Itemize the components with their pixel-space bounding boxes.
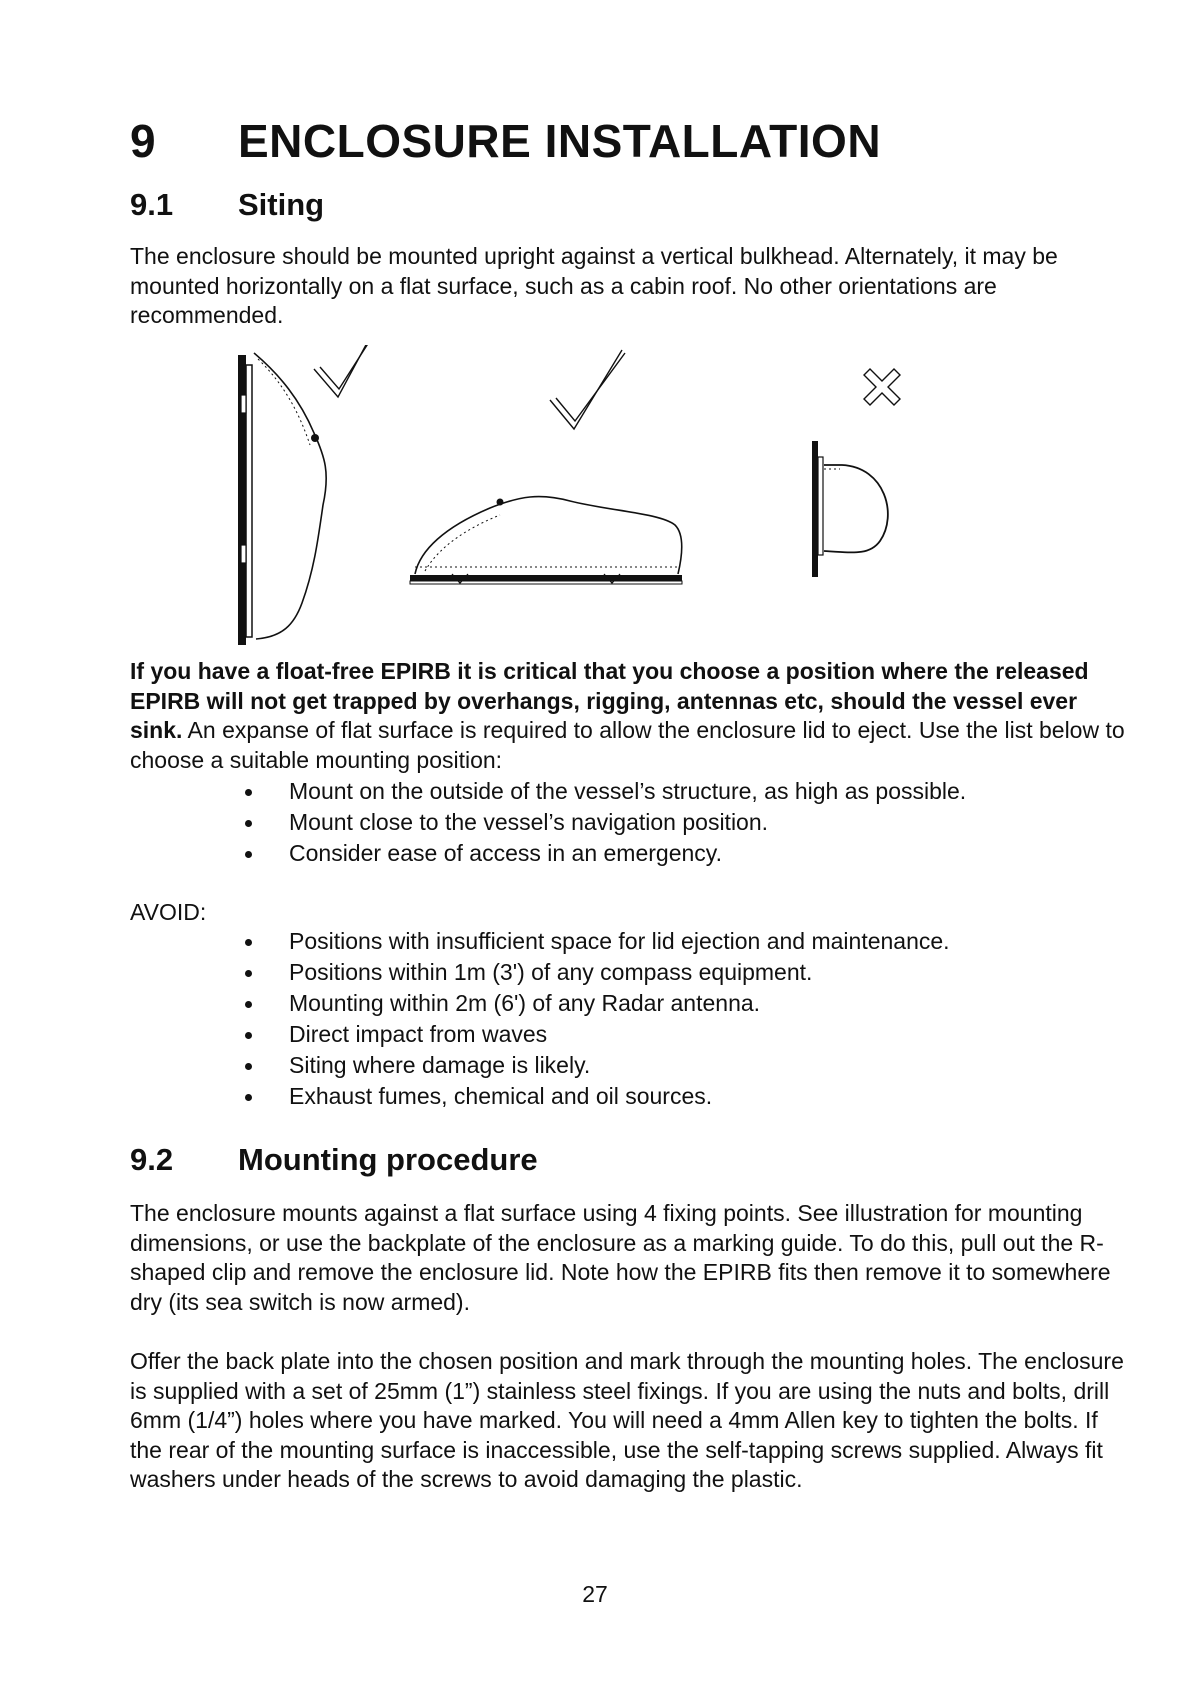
check-icon [314, 345, 385, 397]
mounting-orientation-figure [230, 345, 990, 650]
section-number: 9.2 [130, 1142, 174, 1177]
section-number: 9.1 [130, 187, 174, 222]
list-item: Consider ease of access in an emergency. [245, 838, 966, 869]
section-heading-siting [130, 187, 324, 223]
siting-intro-paragraph: The enclosure should be mounted upright against a vertical bulkhead. Alternately, it may be mounted horizontally on a flat surface, such as a cabin roof. No other orientations are recommended. [130, 243, 1058, 328]
page-number: 27 [582, 1581, 608, 1607]
list-item: Mount on the outside of the vessel’s structure, as high as possible. [245, 776, 966, 807]
float-free-warning-paragraph [130, 657, 1130, 775]
float-free-warning-bold: If you have a float-free EPIRB it is critical that you choose a position where the released EPIRB will not get trapped by overhangs, rigging, antennas etc, should the vessel ever sink. [130, 658, 1089, 743]
list-item: Siting where damage is likely. [245, 1050, 950, 1081]
mounting-procedure-paragraph-2: Offer the back plate into the chosen position and mark through the mounting holes. The enclosure is supplied with a set of 25mm (1”) stainless steel fixings. If you are using the nuts and bolts, drill 6mm (1/4”) holes where you have marked. You will need a 4mm Allen key to tighten the bolts. If the rear of the mounting surface is inaccessible, use the self-tapping screws supplied. Always fit washers under heads of the screws to avoid damaging the plastic. [130, 1348, 1124, 1492]
cross-icon [864, 369, 900, 405]
list-item: Direct impact from waves [245, 1019, 950, 1050]
sideways-mount-illustration [812, 441, 888, 577]
list-item: Exhaust fumes, chemical and oil sources. [245, 1081, 950, 1112]
mounting-procedure-paragraph-1: The enclosure mounts against a flat surface using 4 fixing points. See illustration for mounting dimensions, or use the backplate of the enclosure as a marking guide. To do this, pull out the R-shaped clip and remove the enclosure lid. Note how the EPIRB fits then remove it to somewhere dry (its sea switch is now armed). [130, 1200, 1111, 1315]
section-title: Siting [238, 187, 325, 222]
list-item: Positions with insufficient space for lid ejection and maintenance. [245, 926, 950, 957]
avoid-positions-list [245, 926, 950, 1112]
list-item: Mount close to the vessel’s navigation position. [245, 807, 966, 838]
recommended-positions-list [245, 776, 966, 869]
section-heading-mounting-procedure [130, 1142, 538, 1178]
section-title: Mounting procedure [238, 1142, 538, 1177]
float-free-warning-text: An expanse of flat surface is required to allow the enclosure lid to eject. Use the list below to choose a suitable mounting position: [130, 717, 1125, 773]
list-item: Positions within 1m (3') of any compass equipment. [245, 957, 950, 988]
chapter-number: 9 [130, 115, 157, 167]
chapter-title: ENCLOSURE INSTALLATION [238, 115, 882, 167]
vertical-mount-illustration [238, 353, 326, 645]
horizontal-mount-illustration [410, 497, 682, 584]
check-icon [550, 350, 625, 429]
chapter-heading [130, 114, 881, 168]
avoid-label: AVOID: [130, 899, 207, 925]
list-item: Mounting within 2m (6') of any Radar antenna. [245, 988, 950, 1019]
